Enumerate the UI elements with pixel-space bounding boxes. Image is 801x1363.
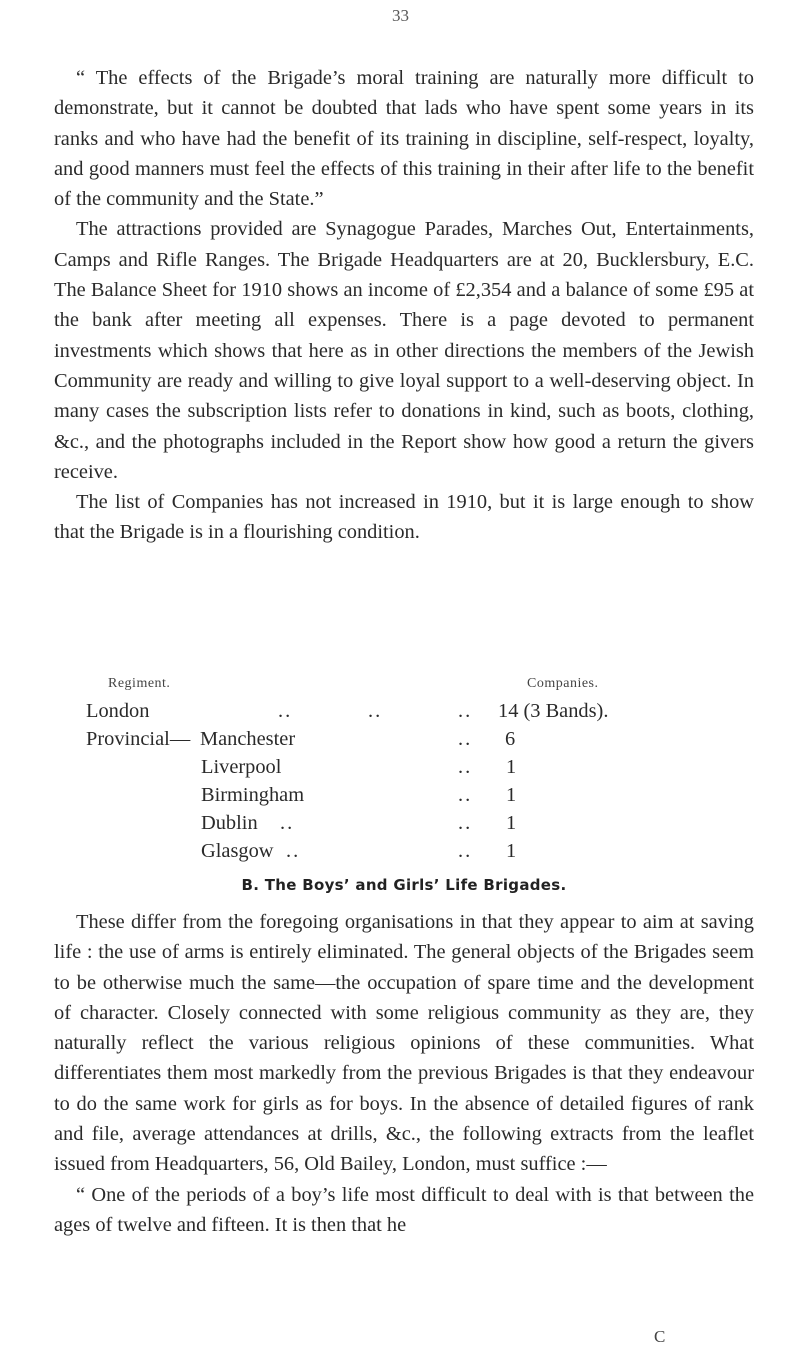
leader-dots: ..	[278, 700, 293, 722]
companies-count: 1	[506, 812, 517, 834]
leader-dots: ..	[458, 700, 473, 722]
leader-dots: ..	[458, 840, 473, 862]
top-text-block	[54, 63, 754, 548]
bottom-text-block	[54, 907, 754, 1240]
signature-mark: C	[654, 1327, 666, 1346]
page-number: 33	[392, 6, 409, 25]
companies-count: 6	[505, 728, 516, 750]
table-header-companies: Companies.	[527, 676, 599, 691]
paragraph-companies: The list of Companies has not increased in 1910, but it is large enough to show that the Brigade is in a flourishing condition.	[54, 491, 754, 544]
companies-count: 1	[506, 756, 517, 778]
paragraph-quote-boys: “ One of the periods of a boy’s life most difficult to deal with is that between the ages of twelve and fifteen. It is then that he	[54, 1183, 754, 1236]
regiment-name: Birmingham	[201, 784, 305, 806]
leader-dots: ..	[458, 756, 473, 778]
paragraph-quote: “ The effects of the Brigade’s moral training are naturally more difficult to demonstrate, but it cannot be doubted that lads who have spent some years in its ranks and who have had the benefit of its training in discipline, self-respect, loyalty, and good manners must feel the effects of this training in their after life to the benefit of the community and the State.”	[54, 67, 754, 211]
companies-count: 1	[506, 840, 517, 862]
regiment-name: Dublin	[201, 812, 258, 834]
regiment-name: Manchester	[200, 728, 296, 750]
paragraph-life-brigades: These differ from the foregoing organisations in that they appear to aim at saving life : the use of arms is entirely eliminated. The general objects of the Brigades seem to be otherwise much the same—the occupation of spare time and the development of character. Closely connected with some religious community as they are, they naturally reflect the various religious opinions of these communities. What differentiates them most markedly from the previous Brigades is that they endeavour to do the same work for girls as for boys. In the absence of detailed figures of rank and file, average attendances at drills, &c., the following extracts from the leaflet issued from Headquarters, 56, Old Bailey, London, must suffice :—	[54, 911, 754, 1176]
leader-dots: ..	[286, 840, 301, 862]
leader-dots: ..	[458, 812, 473, 834]
leader-dots: ..	[458, 784, 473, 806]
regiment-name: Glasgow	[201, 840, 274, 862]
leader-dots: ..	[458, 728, 473, 750]
table-header-regiment: Regiment.	[108, 676, 171, 691]
leader-dots: ..	[280, 812, 295, 834]
companies-count: 1	[506, 784, 517, 806]
paragraph-attractions: The attractions provided are Synagogue Parades, Marches Out, Entertainments, Camps and Rifle Ranges. The Brigade Headquarters are at 20, Bucklersbury, E.C. The Balance Sheet for 1910 shows an income of £2,354 and a balance of some £95 at the bank after meeting all expenses. There is a page devoted to permanent investments which shows that here as in other directions the members of the Jewish Community are ready and willing to give loyal support to a well-deserving object. In many cases the subscription lists refer to donations in kind, such as boots, clothing, &c., and the photographs included in the Report show how good a return the givers receive.	[54, 218, 754, 483]
regiment-prefix: Provincial—	[86, 728, 191, 750]
section-heading: B. The Boys’ and Girls’ Life Brigades.	[241, 876, 567, 894]
regiment-name: Liverpool	[201, 756, 282, 778]
leader-dots: ..	[368, 700, 383, 722]
companies-count: 14 (3 Bands).	[498, 700, 609, 722]
regiment-name: London	[86, 700, 150, 722]
